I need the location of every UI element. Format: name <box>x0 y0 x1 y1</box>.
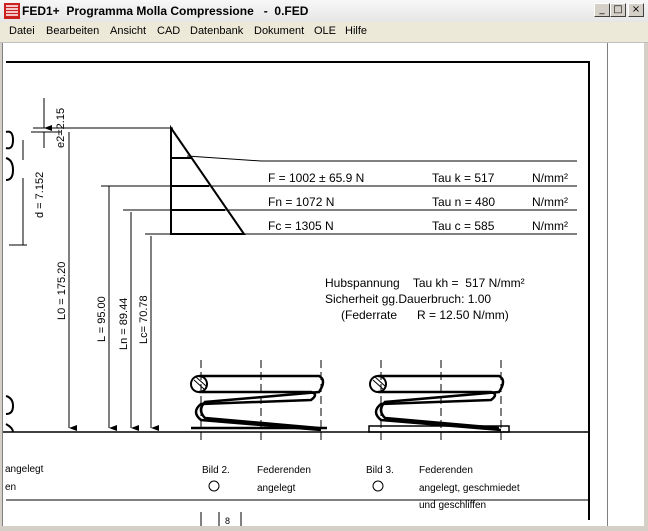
bild2-radio <box>209 481 219 491</box>
frame-mark: 8 <box>225 516 231 526</box>
spring-left-partial <box>6 132 13 432</box>
force-F-label: F = 1002 ± 65.9 N <box>268 171 365 185</box>
menu-ole[interactable]: OLE <box>314 25 337 37</box>
spring-bild3 <box>369 360 509 440</box>
bild3-desc-3: und geschliffen <box>419 500 487 511</box>
close-button[interactable]: × <box>628 3 644 17</box>
bild2-desc-1: Federenden <box>257 465 311 476</box>
tau-n-unit: N/mm² <box>532 195 568 209</box>
bild3-desc-2: angelegt, geschmiedet <box>419 483 520 494</box>
dim-d: d = 7.152 <box>34 171 46 218</box>
spring-drawing <box>3 43 607 526</box>
dim-L0: L0 = 175.20 <box>56 261 68 320</box>
bild3-label: Bild 3. <box>366 465 394 476</box>
menu-dokument[interactable]: Dokument <box>254 25 305 37</box>
title-bar <box>0 0 648 23</box>
bild3-radio <box>373 481 383 491</box>
dim-Ln: Ln = 89.44 <box>118 297 130 350</box>
window-title: FED1+ Programma Molla Compressione - 0.FED <box>22 4 309 18</box>
right-panel <box>607 43 648 526</box>
drawing-canvas[interactable] <box>2 43 607 526</box>
bild2-label: Bild 2. <box>202 465 230 476</box>
force-diagram <box>171 128 577 234</box>
tau-k-label: Tau k = 517 <box>432 171 495 185</box>
dim-L: L = 95.00 <box>96 296 108 342</box>
tau-k-unit: N/mm² <box>532 171 568 185</box>
menu-cad[interactable]: CAD <box>157 25 181 37</box>
federrate-text: (Federrate R = 12.50 N/mm) <box>341 308 509 322</box>
left-partial-text-2: en <box>5 482 17 493</box>
menu-datenbank[interactable]: Datenbank <box>190 25 244 37</box>
drawing-frame <box>6 62 589 520</box>
sicherheit-text: Sicherheit gg.Dauerbruch: 1.00 <box>325 292 492 306</box>
hubspannung-text: Hubspannung Tau kh = 517 N/mm² <box>325 276 525 290</box>
menu-bearbeiten[interactable]: Bearbeiten <box>46 25 100 37</box>
menu-bar <box>0 22 648 43</box>
force-Fn-label: Fn = 1072 N <box>268 195 335 209</box>
dim-e2: e2=2.15 <box>55 107 67 148</box>
window-frame-right <box>644 43 648 526</box>
app-icon <box>4 3 20 19</box>
spring-bild2 <box>191 360 327 440</box>
minimize-button[interactable]: _ <box>594 3 610 17</box>
dim-Lc: Lc= 70.78 <box>138 295 150 344</box>
bild3-desc-1: Federenden <box>419 465 473 476</box>
bild2-desc-2: angelegt <box>257 483 296 494</box>
maximize-button[interactable]: □ <box>610 3 626 17</box>
tau-n-label: Tau n = 480 <box>432 195 496 209</box>
menu-datei[interactable]: Datei <box>9 25 35 37</box>
left-partial-text-1: angelegt <box>5 464 44 475</box>
tau-c-label: Tau c = 585 <box>432 219 495 233</box>
tau-c-unit: N/mm² <box>532 219 568 233</box>
menu-ansicht[interactable]: Ansicht <box>110 25 147 37</box>
menu-hilfe[interactable]: Hilfe <box>345 25 368 37</box>
force-Fc-label: Fc = 1305 N <box>268 219 334 233</box>
